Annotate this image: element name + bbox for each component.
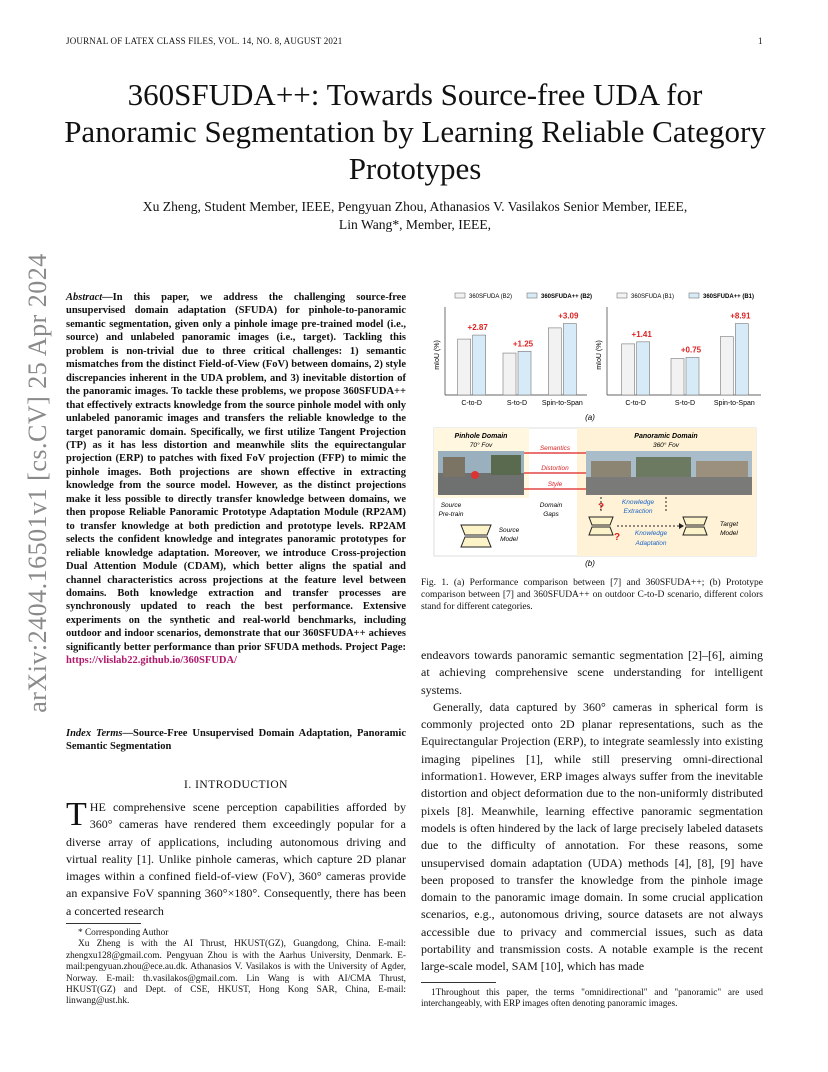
right-paragraph-1: endeavors towards panoramic semantic segmentation [2]–[6], aiming at achieving comprehensive scene understanding for intelligent systems. <box>421 648 763 697</box>
footnote-rule <box>66 923 141 924</box>
intro-paragraph <box>66 796 406 920</box>
x-tick-label-1-1: S-to-D <box>674 400 696 407</box>
paper-title: 360SFUDA++: Towards Source-free UDA for Panoramic Segmentation by Learning Reliable Category Prototypes <box>64 77 766 186</box>
right-column-text <box>421 647 763 976</box>
section-heading: I. INTRODUCTION <box>184 779 288 791</box>
author-line-2: Lin Wang*, Member, IEEE, <box>338 217 492 232</box>
legend-swatch-1-1 <box>689 293 699 298</box>
source-model-label-1: Source <box>498 527 520 534</box>
distortion-label: Distortion <box>541 465 569 472</box>
fig-label-a: (a) <box>585 413 595 422</box>
legend-label-0-1: 360SFUDA++ (B2) <box>541 294 593 300</box>
legend-swatch-0-1 <box>527 293 537 298</box>
x-tick-label-0-0: C-to-D <box>461 400 482 407</box>
pano-buildings-right <box>696 461 748 477</box>
pinhole-image <box>438 451 524 495</box>
gain-label-1-1: +0.75 <box>680 345 702 355</box>
figure-caption: Fig. 1. (a) Performance comparison between [7] and 360SFUDA++; (b) Prototype comparison between [7] and 360SFUDA++ on outdoor C-to-D scenario, different colors stand for different categories. <box>421 578 763 612</box>
bar-0-1-1 <box>518 351 531 395</box>
pinhole-fov-label: 70° Fov <box>469 442 493 449</box>
author-footnote <box>66 928 406 1008</box>
framework-diagram <box>431 428 756 556</box>
affiliation-note: Xu Zheng is with the AI Thrust, HKUST(GZ), Guangdong, China. E-mail: zhengxu128@gmail.com. Pengyuan Zhou is with the Aarhus University, Denmark. E-mail:pengyuan.zhou@ece.au.dk. Athanasios V. Vasilakos is with the University of Agder, Norway. E-mail: th.vasilakos@gmail.com. Lin Wang is with AI/CMA Thrust, HKUST(GZ) and Dept. of CSE, HKUST, Hong Kong SAR, China, E-mail: linwang@ust.hk. <box>66 939 406 1007</box>
gain-label-0-0: +2.87 <box>467 323 488 333</box>
semantics-label: Semantics <box>539 445 571 452</box>
author-list <box>60 198 770 234</box>
mid-model-bottom-icon <box>589 527 613 535</box>
arxiv-stamp: arXiv:2404.16501v1 [cs.CV] 25 Apr 2024 <box>23 253 52 713</box>
style-label: Style <box>547 481 563 488</box>
pinhole-domain-label: Pinhole Domain <box>454 433 508 440</box>
target-model-bottom-icon <box>683 527 707 535</box>
y-axis-label-0: mIoU (%) <box>434 340 441 370</box>
page-number: 1 <box>758 36 763 46</box>
right-footnote: 1Throughout this paper, the terms "omnidirectional" and "panoramic" are used interchangeably, with ERP images often denoting panoramic images. <box>421 988 763 1010</box>
pinhole-car <box>471 471 479 479</box>
target-model-top-icon <box>683 517 707 525</box>
bar-0-0-1 <box>503 353 516 395</box>
right-paragraph-2: Generally, data captured by 360° cameras in spherical form is commonly projected onto 2D planar representations, such as the Equirectangular Projection (ERP), to integrate seamlessly into existing imaging pipelines [1], while still preserving omni-directional information1. However, ERP images always suffer from the inevitable distortion and object deformation due to the non-uniformly distributed pixels [8]. Meanwhile, learning effective panoramic segmentation models is often hindered by the lack of large precisely labeled datasets due to the difficulty of annotation. For these reasons, some unsupervised domain adaptation (UDA) methods [4], [8], [9] have been proposed to transfer the knowledge from the pinhole image domain to the panoramic image domain. In some crucial application scenarios, e.g., autonomous driving, source datasets are not always accessible due to privacy and commercial issues, such as data portability and transmission costs. A notable example is the recent large-scale model, SAM [10], which has made <box>421 699 763 974</box>
fig-label-b: (b) <box>585 559 595 568</box>
project-page-link[interactable]: https://vlislab22.github.io/360SFUDA/ <box>66 655 237 667</box>
target-model-label-2: Model <box>720 530 738 537</box>
panoramic-fov-label: 360° Fov <box>652 442 680 449</box>
pinhole-building <box>443 457 465 477</box>
knowledge-label-2: Knowledge <box>634 530 668 537</box>
knowledge-label-1: Knowledge <box>621 499 655 506</box>
figure-1 <box>421 285 763 570</box>
legend-label-1-0: 360SFUDA (B1) <box>631 294 675 300</box>
source-model-bottom-icon <box>461 537 491 547</box>
bar-1-1-2 <box>735 324 748 395</box>
bar-1-0-1 <box>671 358 684 395</box>
abstract-label: Abstract <box>66 292 103 303</box>
pano-road <box>586 477 752 495</box>
pano-trees <box>636 457 691 477</box>
x-tick-label-1-0: C-to-D <box>625 400 646 407</box>
right-footnote-rule <box>421 982 496 983</box>
index-terms-label: Index Terms <box>66 728 123 739</box>
corresponding-note: * Corresponding Author <box>78 928 169 938</box>
running-header: JOURNAL OF LATEX CLASS FILES, VOL. 14, NO. 8, AUGUST 2021 <box>66 36 343 46</box>
pretrain-label: Pre-train <box>438 511 464 518</box>
legend-swatch-0-0 <box>455 293 465 298</box>
x-tick-label-0-2: Spin-to-Span <box>541 400 583 407</box>
bar-1-0-0 <box>622 344 635 395</box>
source-model-top-icon <box>461 525 491 535</box>
abstract <box>66 291 406 668</box>
target-model-label-1: Target <box>719 521 739 528</box>
author-line-1: Xu Zheng, Student Member, IEEE, Pengyuan Zhou, Athanasios V. Vasilakos Senior Member, IEEE, <box>142 199 688 214</box>
pano-buildings-left <box>591 461 631 477</box>
x-tick-label-1-2: Spin-to-Span <box>713 400 755 407</box>
gain-label-1-2: +8.91 <box>730 311 751 321</box>
gain-label-0-1: +1.25 <box>512 339 534 349</box>
legend-label-0-0: 360SFUDA (B2) <box>469 294 513 300</box>
gaps-label: Gaps <box>543 511 559 518</box>
mid-model-top-icon <box>589 517 613 525</box>
bar-1-1-0 <box>637 342 650 395</box>
legend-swatch-1-0 <box>617 293 627 298</box>
panoramic-image <box>586 451 752 495</box>
bar-0-0-0 <box>458 339 471 395</box>
intro-lead: HE <box>89 800 106 814</box>
index-terms <box>66 727 406 754</box>
adaptation-label: Adaptation <box>635 540 667 547</box>
drop-cap: T <box>66 796 87 833</box>
bar-0-0-2 <box>548 328 561 395</box>
question-mark-1: ? <box>597 502 605 513</box>
panoramic-domain-label: Panoramic Domain <box>634 433 698 440</box>
bar-1-0-2 <box>720 337 733 395</box>
pinhole-trees <box>491 455 521 475</box>
extraction-label: Extraction <box>623 508 653 515</box>
y-axis-label-1: mIoU (%) <box>596 340 603 370</box>
domain-label: Domain <box>539 502 563 509</box>
index-terms-text: —Source-Free Unsupervised Domain Adaptation, Panoramic Semantic Segmentation <box>66 728 406 753</box>
intro-text: comprehensive scene perception capabilities afforded by 360° cameras have rendered them exceedingly popular for a diverse array of applications, including autonomous driving and virtual reality [1]. Unlike pinhole cameras, which capture 2D planar images within a confined field-of-view (FoV), 360° cameras provide an expansive FoV spanning 360°×180°. Consequently, there has been a concerted research <box>66 800 406 918</box>
abstract-text: —In this paper, we address the challenging source-free unsupervised domain adaptation (SFUDA) for pinhole-to-panoramic semantic segmentation, given only a pinhole image pre-trained model (i.e., source) and unlabeled panoramic images (i.e., target). Tackling this problem is non-trivial due to three critical challenges: 1) semantic mismatches from the distinct Field-of-View (FoV) between domains, 2) style discrepancies inherent in the UDA problem, and 3) inevitable distortion of the panoramic images. To tackle these problems, we propose 360SFUDA++ that effectively extracts knowledge from the source pinhole model with only unlabeled panoramic images and transfers the reliable knowledge to the target panoramic domain. Specifically, we first utilize Tangent Projection (TP) as it has less distortion and meanwhile slits the equirectangular projection (ERP) to patches with fixed FoV projection (FFP) to mimic the pinhole images. Both projections are shown effective in extracting knowledge from the source model. However, as the distinct projections make it less possible to directly transfer knowledge between domains, we then propose Reliable Panoramic Prototype Adaptation Module (RP2AM) to transfer knowledge at both prediction and prototype levels. RP2AM selects the confident knowledge and integrates panoramic prototypes for reliable knowledge adaptation. Moreover, we introduce Cross-projection Dual Attention Module (CDAM), which better aligns the spatial and channel characteristics across projections at the feature level between domains. Both knowledge extraction and transfer processes are synchronously updated to reach the best performance. Extensive experiments on the synthetic and real-world benchmarks, including outdoor and indoor scenarios, demonstrate that our 360SFUDA++ achieves significantly better performance than prior SFUDA methods. Project Page: <box>66 292 406 653</box>
question-mark-2: ? <box>613 532 621 543</box>
source-label: Source <box>440 502 462 509</box>
bar-0-1-2 <box>563 324 576 395</box>
gain-label-1-0: +1.41 <box>631 329 652 339</box>
x-tick-label-0-1: S-to-D <box>506 400 528 407</box>
gain-label-0-2: +3.09 <box>558 311 579 321</box>
bar-0-1-0 <box>473 335 486 395</box>
source-model-label-2: Model <box>500 536 518 543</box>
legend-label-1-1: 360SFUDA++ (B1) <box>703 294 755 300</box>
bar-1-1-1 <box>686 357 699 395</box>
figure-1-svg <box>421 285 763 570</box>
